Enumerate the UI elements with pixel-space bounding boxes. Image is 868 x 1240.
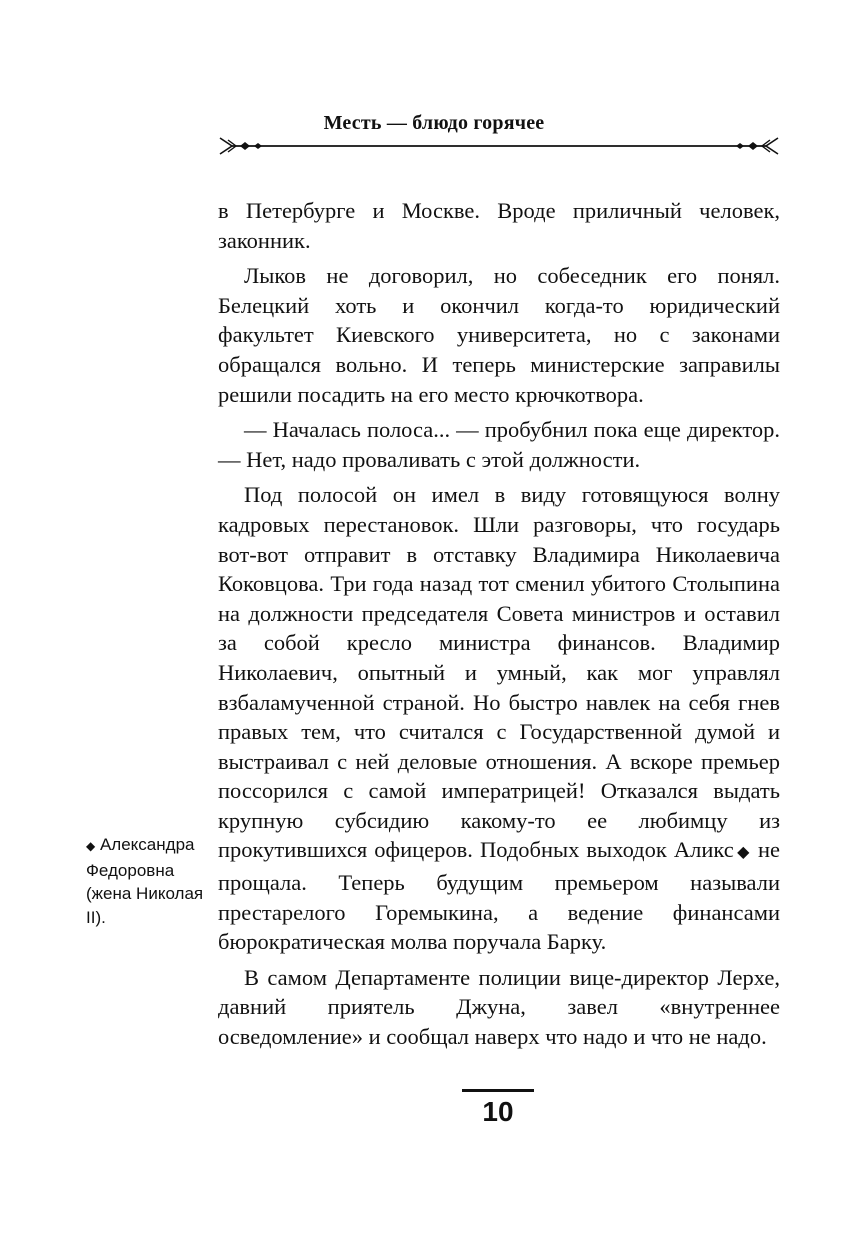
- margin-footnote: [86, 833, 206, 929]
- paragraph: В самом Департаменте полиции вице-директор Лерхе, давний приятель Джуна, завел «внутреннее осведомление» и сообщал наверх что надо и что не надо.: [218, 964, 780, 1050]
- paragraph-text: не прощала. Теперь будущим премьером называли престарелого Горемыкина, а ведение финансами бюрократическая молва поручала Барку.: [218, 837, 780, 955]
- main-text: [218, 196, 780, 1052]
- page-number-rule: [462, 1089, 534, 1092]
- paragraph: Лыков не договорил, но собеседник его понял. Белецкий хоть и окончил когда-то юридический факультет Киевского университета, но с законами обращался вольно. И теперь министерские заправилы решили посадить на его место крючкотвора.: [218, 263, 780, 407]
- page-number: 10: [482, 1096, 514, 1127]
- footnote-text: Александра Федоровна (жена Николая II).: [86, 835, 204, 927]
- footnote-bullet-icon: ◆: [86, 839, 96, 853]
- paragraph-text: Под полосой он имел в виду готовящуюся волну кадровых перестановок. Шли разговоры, что государь вот-вот отправит в отставку Владимира Николаевича Коковцова. Три года назад тот сменил убитого Столыпина на должности председателя Совета министров и оставил за собой кресло министра финансов. Владимир Николаевич, опытный и умный, как мог управлял взбаламученной страной. Но быстро навлек на себя гнев правых тем, что считался с Государственной думой и выстраивал с ней деловые отношения. А вскоре премьер поссорился с самой императрицей! Отказался выдать крупную субсидию какому-то ее любимцу из прокутившихся офицеров. Подобных выходок Аликс: [218, 482, 780, 863]
- header-ornament-rule: [218, 136, 780, 156]
- footnote-marker-icon: ◆: [735, 844, 751, 862]
- paragraph: — Началась полоса... — пробубнил пока еще директор. — Нет, надо проваливать с этой должности.: [218, 417, 780, 472]
- paragraph: в Петербурге и Москве. Вроде приличный человек, законник.: [218, 198, 780, 253]
- running-header-title: Месть — блюдо горячее: [323, 112, 545, 134]
- paragraph: [218, 480, 780, 957]
